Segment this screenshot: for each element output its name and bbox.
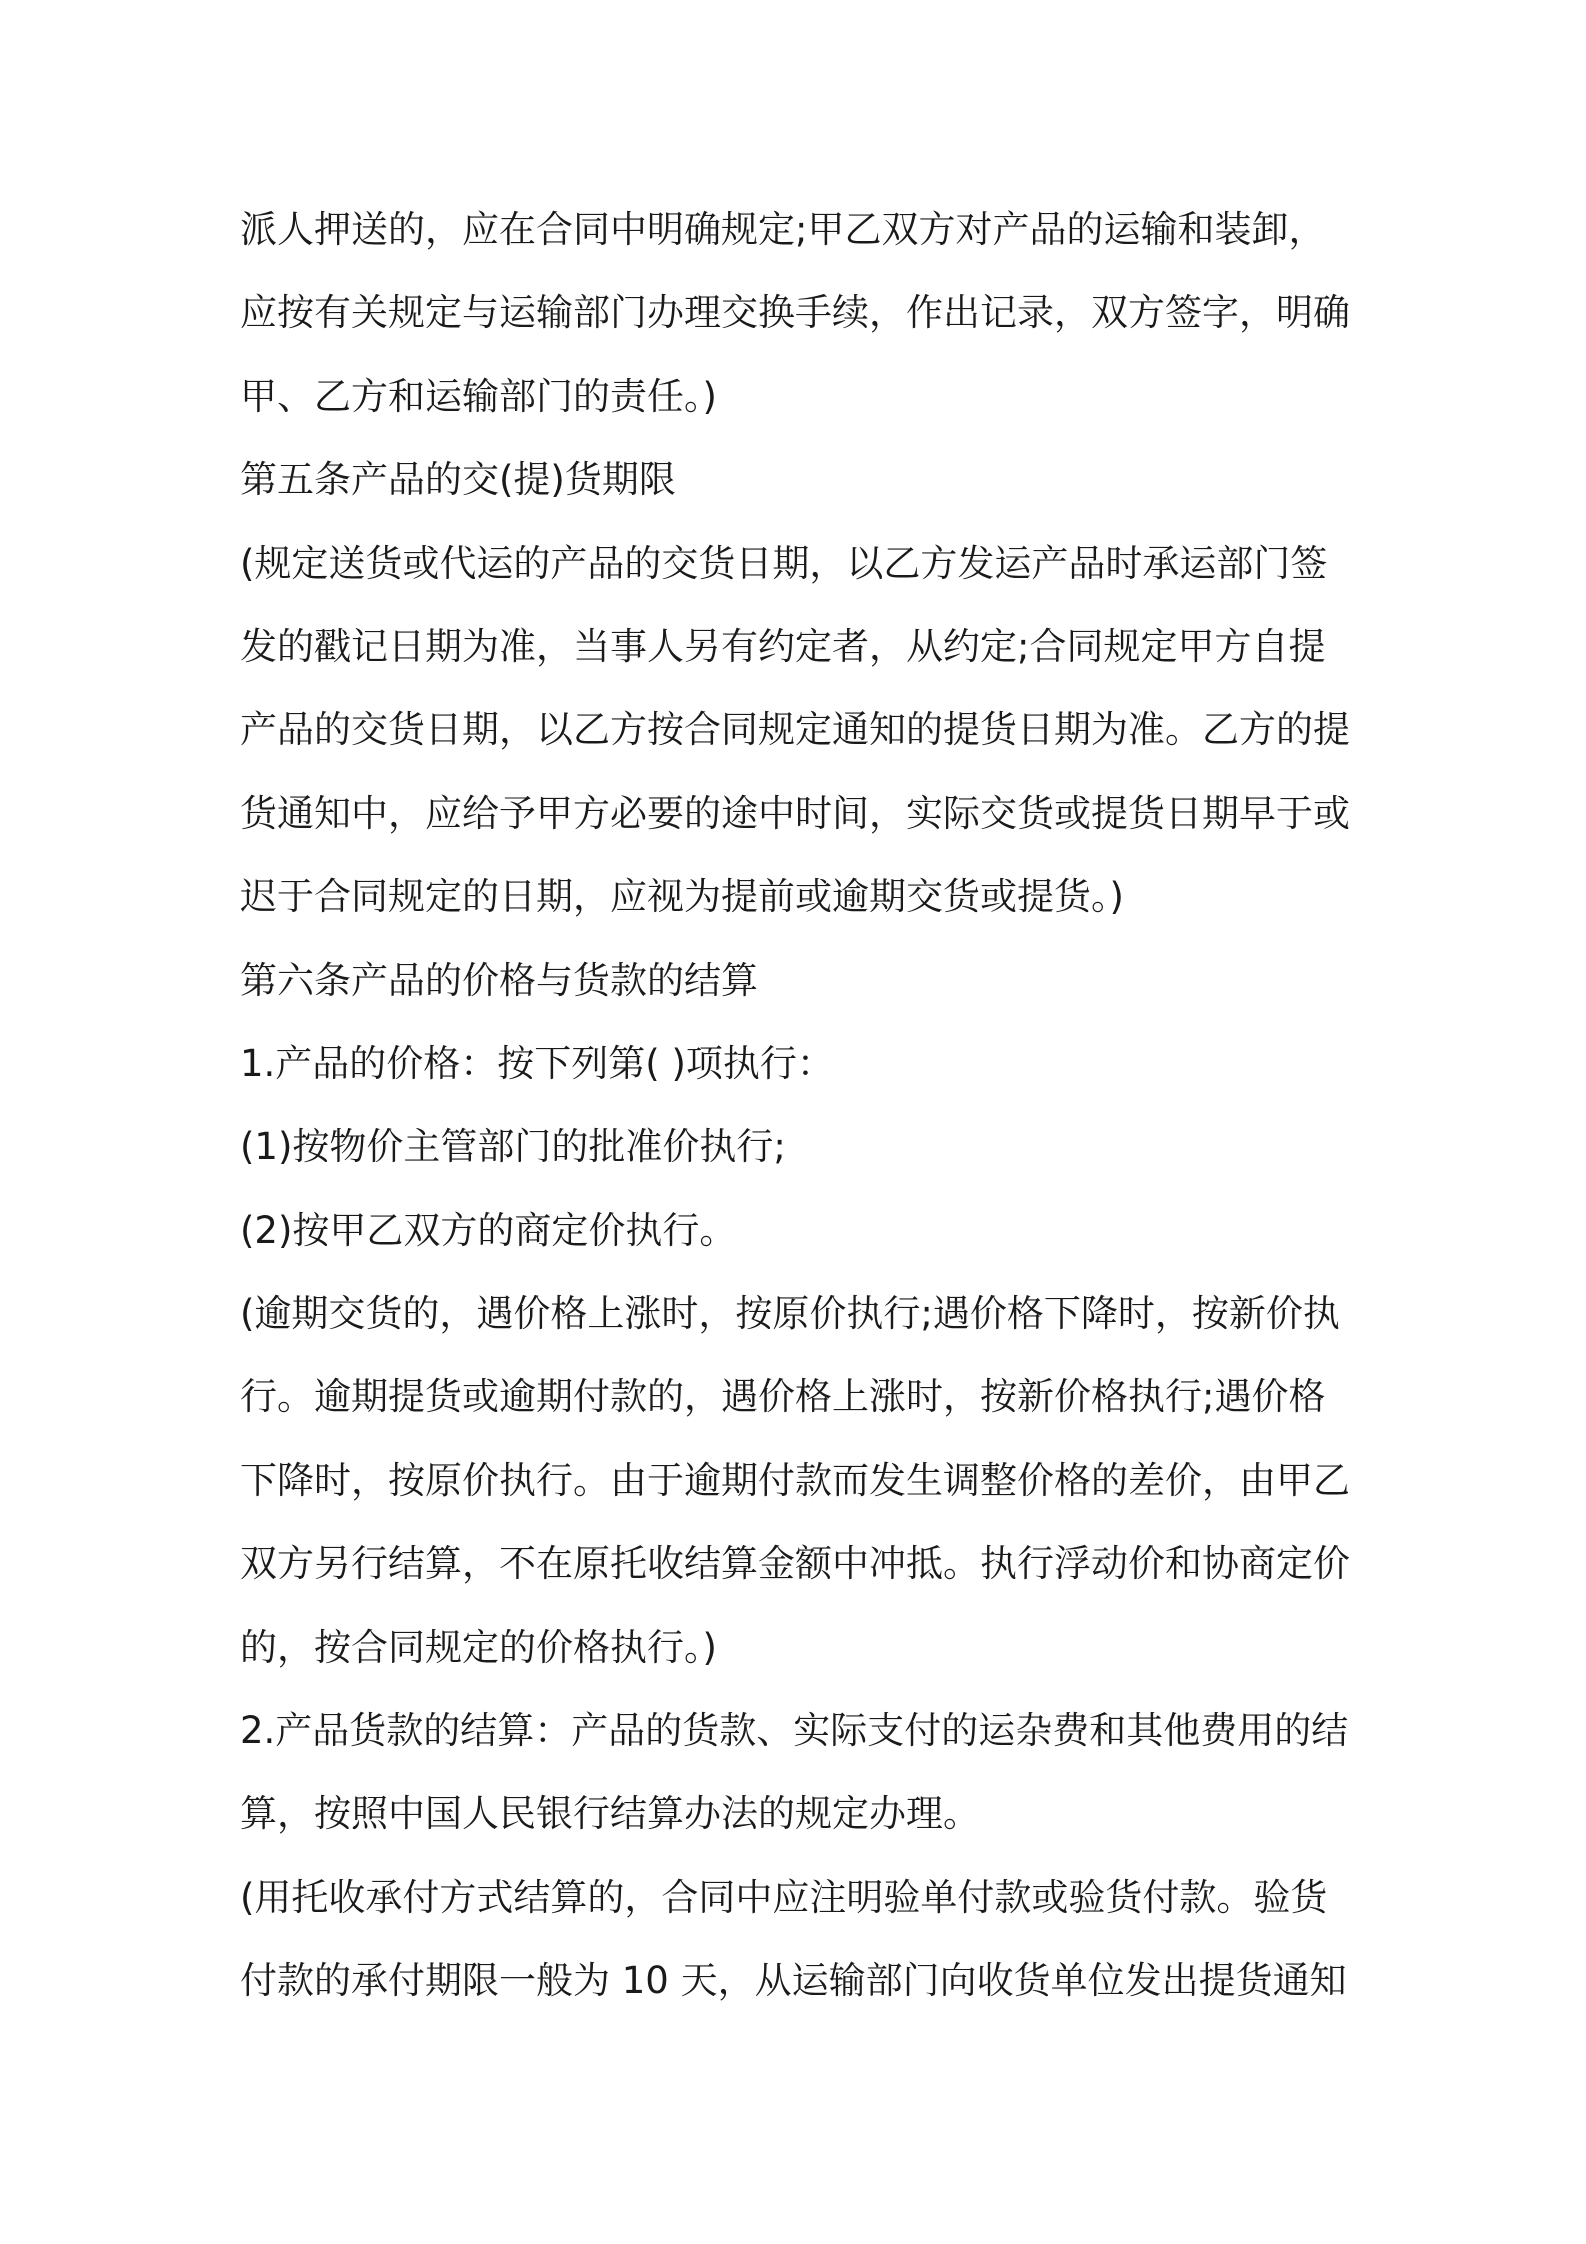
- clause-price: 1.产品的价格：按下列第( )项执行：: [240, 1041, 834, 1085]
- text-line: 双方另行结算，不在原托收结算金额中冲抵。执行浮动价和协商定价: [240, 1542, 1350, 1586]
- text-line: 算，按照中国人民银行结算办法的规定办理。: [240, 1792, 980, 1836]
- text-line: 付款的承付期限一般为 10 天，从运输部门向收货单位发出提货通知: [240, 1959, 1347, 2003]
- text-line: (用托收承付方式结算的，合同中应注明验单付款或验货付款。验货: [240, 1875, 1328, 1919]
- text-line: (规定送货或代运的产品的交货日期，以乙方发运产品时承运部门签: [240, 541, 1328, 585]
- text-line: 行。逾期提货或逾期付款的，遇价格上涨时，按新价格执行;遇价格: [240, 1375, 1326, 1419]
- clause-price-option-2: (2)按甲乙双方的商定价执行。: [240, 1208, 737, 1252]
- text-line: 甲、乙方和运输部门的责任。): [240, 374, 717, 418]
- text-line: 应按有关规定与运输部门办理交换手续，作出记录，双方签字，明确: [240, 291, 1350, 335]
- section-heading-article-6: 第六条产品的价格与货款的结算: [240, 958, 758, 1002]
- text-line: (逾期交货的，遇价格上涨时，按原价执行;遇价格下降时，按新价执: [240, 1292, 1340, 1336]
- text-line: 的，按合同规定的价格执行。): [240, 1625, 717, 1669]
- text-line: 货通知中，应给予甲方必要的途中时间，实际交货或提货日期早于或: [240, 791, 1350, 835]
- text-line: 派人押送的，应在合同中明确规定;甲乙双方对产品的运输和装卸，: [240, 208, 1326, 251]
- text-line: 迟于合同规定的日期，应视为提前或逾期交货或提货。): [240, 875, 1124, 919]
- document-body: [240, 188, 1360, 2023]
- section-heading-article-5: 第五条产品的交(提)货期限: [240, 458, 676, 502]
- text-line: 产品的交货日期，以乙方按合同规定通知的提货日期为准。乙方的提: [240, 708, 1350, 752]
- text-line: 发的戳记日期为准，当事人另有约定者，从约定;合同规定甲方自提: [240, 624, 1326, 668]
- text-line: 下降时，按原价执行。由于逾期付款而发生调整价格的差价，由甲乙: [240, 1458, 1350, 1502]
- clause-price-option-1: (1)按物价主管部门的批准价执行;: [240, 1125, 786, 1169]
- clause-payment-settlement: 2.产品货款的结算：产品的货款、实际支付的运杂费和其他费用的结: [240, 1709, 1349, 1753]
